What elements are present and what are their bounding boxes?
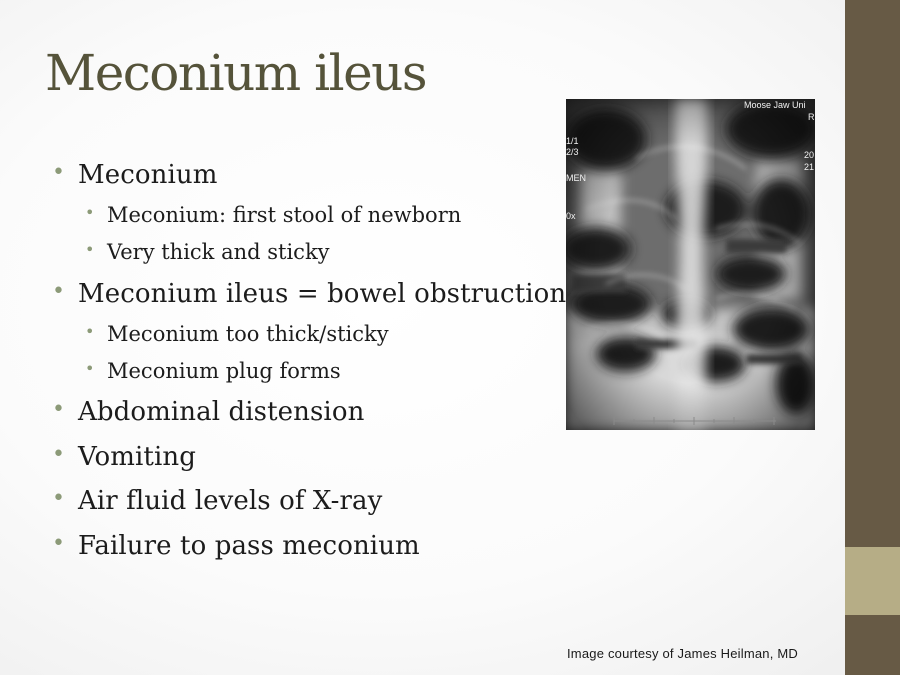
slide-title: Meconium ileus bbox=[45, 44, 427, 102]
bullet-dot-icon: • bbox=[52, 531, 66, 556]
xray-picture bbox=[566, 99, 815, 430]
xray-label-hospital: Moose Jaw Uni bbox=[744, 100, 806, 110]
image-credit-caption: Image courtesy of James Heilman, MD bbox=[567, 646, 798, 661]
bullet-failure-to-pass bbox=[52, 531, 420, 561]
sub-bullet-too-thick bbox=[85, 322, 389, 346]
sub-bullet-text: Meconium too thick/sticky bbox=[107, 322, 389, 346]
sub-bullet-plug-forms bbox=[85, 359, 341, 383]
bullet-abdominal-distension bbox=[52, 397, 365, 427]
xray-label-2-3: 2/3 bbox=[566, 147, 579, 157]
bullet-dot-icon: • bbox=[52, 397, 66, 422]
bullet-text: Abdominal distension bbox=[78, 397, 365, 427]
bullet-text: Vomiting bbox=[78, 442, 196, 472]
sub-bullet-text: Meconium plug forms bbox=[107, 359, 341, 383]
sub-bullet-dot-icon: • bbox=[85, 240, 95, 259]
bullet-dot-icon: • bbox=[52, 279, 66, 304]
bullet-text: Air fluid levels of X-ray bbox=[78, 486, 383, 516]
bullet-air-fluid-levels bbox=[52, 486, 383, 516]
bullet-dot-icon: • bbox=[52, 442, 66, 467]
sub-bullet-dot-icon: • bbox=[85, 203, 95, 222]
sub-bullet-dot-icon: • bbox=[85, 322, 95, 341]
bullet-dot-icon: • bbox=[52, 486, 66, 511]
sub-bullet-text: Very thick and sticky bbox=[107, 240, 330, 264]
sub-bullet-dot-icon: • bbox=[85, 359, 95, 378]
sub-bullet-thick-sticky bbox=[85, 240, 330, 264]
bullet-text: Meconium ileus = bowel obstruction bbox=[78, 279, 567, 309]
sub-bullet-first-stool bbox=[85, 203, 462, 227]
xray-label-men: MEN bbox=[566, 173, 586, 183]
bullet-vomiting bbox=[52, 442, 196, 472]
bullet-text: Meconium bbox=[78, 160, 218, 190]
xray-label-0x: 0x bbox=[566, 211, 576, 221]
sub-bullet-text: Meconium: first stool of newborn bbox=[107, 203, 462, 227]
xray-label-r: R bbox=[808, 112, 815, 122]
abdominal-xray-image bbox=[566, 99, 815, 430]
bullet-bowel-obstruction bbox=[52, 279, 567, 309]
bullet-meconium bbox=[52, 160, 218, 190]
xray-label-1-1: 1/1 bbox=[566, 136, 579, 146]
bullet-text: Failure to pass meconium bbox=[78, 531, 420, 561]
xray-label-20: 20 bbox=[804, 150, 815, 160]
bullet-dot-icon: • bbox=[52, 160, 66, 185]
right-sidebar-accent bbox=[845, 547, 900, 615]
xray-label-21: 21 bbox=[804, 162, 815, 172]
